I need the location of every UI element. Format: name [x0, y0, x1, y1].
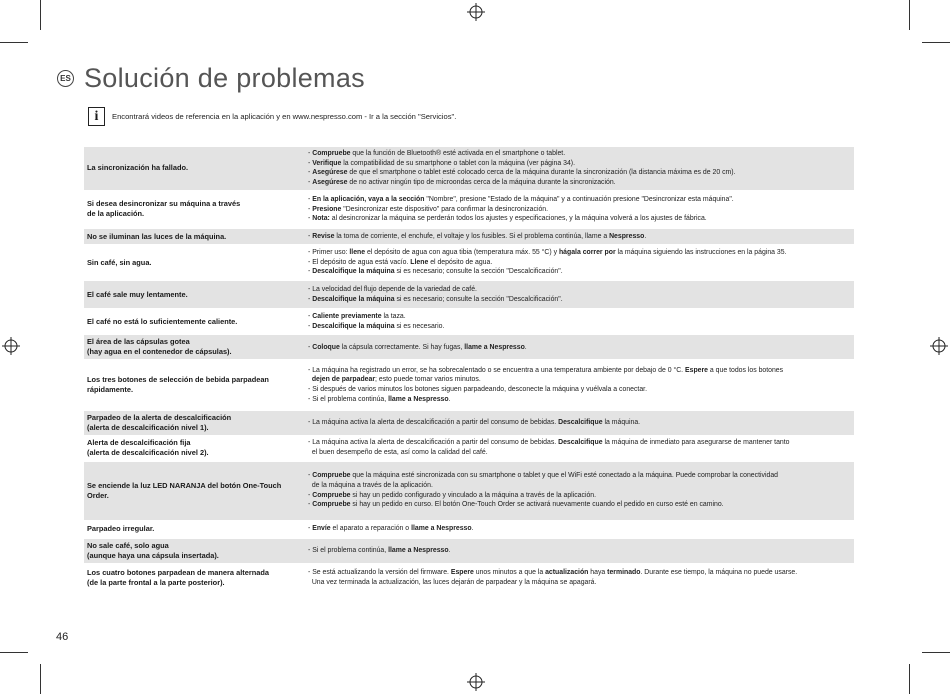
solution-text: si es necesario; consulte la sección "Descalcificación".: [394, 295, 563, 303]
problem-line: Si desea desincronizar su máquina a través: [87, 199, 241, 209]
solution-text: -: [308, 525, 313, 533]
solution-text: de que el smartphone o tablet esté colocado cerca de la máquina durante la sincronización (la distancia máxima es de 20 cm).: [347, 169, 736, 177]
solution-line: [308, 205, 850, 215]
solution-text: -: [308, 295, 313, 303]
solution-emphasis: Envíe: [312, 525, 331, 533]
problem-cell: [84, 310, 304, 334]
solution-text: que la máquina esté sincronizada con su smartphone o tablet y que el WiFi esté conectado a la máquina. Puede comprobar la conectividad: [350, 472, 778, 480]
solution-line: [308, 214, 850, 224]
solution-text: - Si el problema continúa,: [308, 547, 389, 555]
solution-text: - La máquina ha registrado un error, se ha sobrecalentado o se encuentra a una temperatura ambiente por debajo de 0 °C.: [308, 366, 686, 374]
solution-emphasis: terminado: [607, 568, 641, 576]
solution-line: [308, 366, 850, 376]
solution-cell: [304, 539, 854, 563]
solution-line: [308, 500, 850, 510]
solution-text: .: [471, 525, 474, 533]
solution-emphasis: llame a Nespresso: [388, 547, 449, 555]
solution-emphasis: Revise: [312, 232, 335, 240]
table-row: [84, 147, 854, 190]
solution-emphasis: Descalcifique la máquina: [312, 268, 395, 276]
solution-text: a que todos los botones: [708, 366, 784, 374]
solution-line: [308, 322, 850, 332]
solution-text: .: [448, 547, 451, 555]
solution-line: [308, 395, 850, 405]
solution-cell: [304, 246, 854, 280]
solution-line: [308, 448, 850, 458]
table-row: [84, 246, 854, 280]
solution-text: -: [308, 179, 313, 187]
solution-line: [308, 285, 850, 295]
solution-text: que la función de Bluetooth® esté activada en el smartphone o tablet.: [350, 150, 566, 157]
solution-text: -: [308, 169, 313, 177]
problem-cell: [84, 539, 304, 563]
solution-emphasis: Caliente previamente: [312, 313, 382, 321]
solution-text: "Desincronizar este dispositivo" para confirmar la desincronización.: [341, 205, 549, 213]
solution-text: -: [308, 215, 313, 223]
solution-text: .: [448, 395, 451, 403]
table-row: [84, 335, 854, 359]
crop-mark-top-right-h: [922, 42, 950, 43]
solution-text: . Durante ese tiempo, la máquina no puede usarse.: [640, 568, 798, 576]
solution-emphasis: Coloque: [312, 343, 340, 351]
crop-mark-bottom-right-h: [922, 652, 950, 653]
table-row: [84, 436, 854, 460]
troubleshooting-table: [84, 147, 854, 592]
solution-text: -: [308, 232, 313, 240]
solution-cell: [304, 436, 854, 460]
solution-text: unos minutos a que la: [473, 568, 546, 576]
solution-text: la toma de corriente, el enchufe, el voltaje y los fusibles. Si el problema continúa, llame a: [334, 232, 610, 240]
problem-line: Parpadeo irregular.: [87, 524, 155, 534]
solution-text: -: [308, 159, 313, 167]
registration-mark-top-icon: [467, 3, 485, 21]
solution-text: la máquina.: [602, 418, 641, 426]
crop-mark-bottom-right-v: [909, 664, 910, 694]
crop-mark-top-left-h: [0, 42, 28, 43]
solution-text: - La máquina activa la alerta de descalcificación a partir del consumo de bebidas.: [308, 418, 559, 426]
solution-line: [308, 195, 850, 205]
crop-mark-top-left-v: [40, 0, 41, 30]
solution-text: -: [308, 501, 313, 509]
solution-line: [308, 578, 850, 588]
solution-text: - Se está actualizando la versión del firmware.: [308, 568, 451, 576]
solution-line: [308, 178, 850, 188]
problem-line: Los cuatro botones parpadean de manera alternada: [87, 567, 269, 577]
solution-emphasis: Compruebe: [312, 491, 351, 499]
solution-text: haya: [588, 568, 608, 576]
problem-cell: [84, 229, 304, 244]
solution-emphasis: Compruebe: [312, 472, 351, 480]
language-badge-icon: ES: [57, 70, 74, 87]
solution-cell: [304, 361, 854, 409]
table-row: [84, 281, 854, 308]
problem-cell: [84, 521, 304, 537]
problem-cell: [84, 281, 304, 308]
solution-emphasis: Descalcifique la máquina: [312, 295, 395, 303]
solution-emphasis: llame a Nespresso: [411, 525, 472, 533]
solution-emphasis: Verifique: [312, 159, 342, 167]
solution-text: si es necesario.: [394, 322, 445, 330]
solution-line: [308, 343, 850, 353]
solution-emphasis: llene: [349, 249, 366, 257]
problem-line: El café no está lo suficientemente caliente.: [87, 316, 238, 326]
solution-line: [308, 568, 850, 578]
solution-text: -: [308, 205, 313, 213]
problem-cell: [84, 462, 304, 520]
solution-text: la máquina de inmediato para asegurarse de mantener tanto: [602, 439, 790, 447]
page-title: Solución de problemas: [84, 62, 365, 93]
solution-emphasis: Presione: [312, 205, 342, 213]
solution-text: el aparato a reparación o: [330, 525, 412, 533]
crop-mark-top-right-v: [909, 0, 910, 30]
problem-line: (alerta de descalcificación nivel 1).: [87, 422, 209, 432]
registration-mark-bottom-icon: [467, 673, 485, 691]
problem-cell: [84, 191, 304, 227]
solution-text: -: [308, 322, 313, 330]
problem-line: Parpadeo de la alerta de descalcificación: [87, 412, 232, 422]
solution-text: ; esto puede tomar varios minutos.: [375, 376, 481, 384]
solution-text: .: [524, 343, 527, 351]
solution-line: [308, 312, 850, 322]
solution-cell: [304, 462, 854, 520]
solution-line: [308, 385, 850, 395]
problem-cell: [84, 335, 304, 359]
solution-emphasis: Nota:: [312, 215, 330, 223]
solution-text: si hay un pedido configurado y vinculado a la máquina a través de la aplicación.: [350, 491, 597, 499]
solution-text: el buen desempeño de esta, así como la calidad del café.: [308, 449, 488, 457]
problem-line: El café sale muy lentamente.: [87, 289, 188, 299]
problem-line: Order.: [87, 490, 109, 500]
solution-line: [308, 295, 850, 305]
registration-mark-left-icon: [2, 337, 20, 355]
solution-line: [308, 481, 850, 491]
problem-cell: [84, 361, 304, 409]
solution-text: - La máquina activa la alerta de descalcificación a partir del consumo de bebidas.: [308, 439, 559, 447]
solution-text: -: [308, 491, 313, 499]
solution-text: el depósito de agua.: [428, 258, 493, 266]
problem-cell: [84, 411, 304, 435]
solution-text: - Si después de varios minutos los botones siguen parpadeando, desconecte la máquina y vuélvala a conectar.: [308, 385, 648, 393]
problem-cell: [84, 147, 304, 190]
solution-line: [308, 546, 850, 556]
table-row: [84, 191, 854, 227]
solution-emphasis: Asegúrese: [312, 179, 348, 187]
problem-line: Alerta de descalcificación fija: [87, 438, 191, 448]
solution-text: de la máquina a través de la aplicación.: [308, 482, 433, 490]
solution-cell: [304, 310, 854, 334]
problem-line: de la aplicación.: [87, 209, 145, 219]
solution-cell: [304, 147, 854, 190]
solution-line: [308, 258, 850, 268]
table-row: [84, 565, 854, 591]
solution-emphasis: Asegúrese: [312, 169, 348, 177]
problem-line: rápidamente.: [87, 384, 134, 394]
solution-emphasis: Descalcifique: [558, 418, 603, 426]
solution-text: -: [308, 268, 313, 276]
solution-emphasis: Espere: [450, 568, 474, 576]
solution-emphasis: llame a Nespresso: [464, 343, 525, 351]
solution-emphasis: Descalcifique: [558, 439, 603, 447]
problem-line: (alerta de descalcificación nivel 2).: [87, 448, 209, 458]
table-row: [84, 539, 854, 563]
table-row: [84, 361, 854, 409]
solution-text: si es necesario; consulte la sección "Descalcificación".: [394, 268, 563, 276]
solution-text: la compatibilidad de su smartphone o tablet con la máquina (ver página 34).: [341, 159, 575, 167]
solution-text: Una vez terminada la actualización, las luces dejarán de parpadear y la máquina se apagará.: [308, 578, 597, 586]
problem-line: (de la parte frontal a la parte posterior).: [87, 577, 225, 587]
solution-cell: [304, 411, 854, 435]
solution-text: -: [308, 150, 313, 157]
solution-line: [308, 168, 850, 178]
problem-line: No sale café, solo agua: [87, 540, 169, 550]
solution-text: -: [308, 472, 313, 480]
solution-cell: [304, 521, 854, 537]
solution-line: [308, 418, 850, 428]
solution-text: -: [308, 313, 313, 321]
solution-text: si hay un pedido en curso. El botón One-Touch Order se activará nuevamente cuando el pedido en curso esté en camino.: [350, 501, 724, 509]
solution-emphasis: hágala correr por: [558, 249, 616, 257]
problem-line: No se iluminan las luces de la máquina.: [87, 231, 227, 241]
solution-line: [308, 267, 850, 277]
problem-line: Sin café, sin agua.: [87, 257, 152, 267]
solution-line: [308, 232, 850, 242]
registration-mark-right-icon: [930, 337, 948, 355]
solution-emphasis: Descalcifique la máquina: [312, 322, 395, 330]
solution-text: el depósito de agua con agua tibia (temperatura máx. 55 °C) y: [365, 249, 559, 257]
solution-text: - Primer uso:: [308, 249, 350, 257]
solution-text: la cápsula correctamente. Si hay fugas,: [339, 343, 465, 351]
solution-emphasis: Llene: [410, 258, 429, 266]
table-row: [84, 462, 854, 520]
solution-cell: [304, 229, 854, 244]
solution-text: la taza.: [381, 313, 406, 321]
solution-text: de no activar ningún tipo de microondas cerca de la máquina durante la sincronización.: [347, 179, 616, 187]
solution-line: [308, 524, 850, 534]
table-row: [84, 411, 854, 435]
crop-mark-bottom-left-v: [40, 664, 41, 694]
info-note: [88, 107, 456, 126]
solution-line: [308, 149, 850, 159]
page-header: [57, 62, 365, 94]
solution-emphasis: actualización: [545, 568, 589, 576]
solution-line: [308, 438, 850, 448]
solution-emphasis: llame a Nespresso: [388, 395, 449, 403]
problem-cell: [84, 436, 304, 460]
table-row: [84, 229, 854, 244]
solution-cell: [304, 335, 854, 359]
page-number: 46: [56, 631, 69, 643]
problem-cell: [84, 565, 304, 591]
solution-emphasis: Nespresso: [609, 232, 645, 240]
solution-text: -: [308, 195, 313, 203]
problem-line: El área de las cápsulas gotea: [87, 337, 190, 347]
solution-text: .: [644, 232, 647, 240]
solution-line: [308, 248, 850, 258]
solution-text: al desincronizar la máquina se perderán todos los ajustes y especificaciones, y la máquina volverá a los ajustes de fábrica.: [329, 215, 707, 223]
solution-text: -: [308, 343, 313, 351]
problem-line: La sincronización ha fallado.: [87, 163, 189, 173]
solution-emphasis: En la aplicación, vaya a la sección: [312, 195, 425, 203]
solution-cell: [304, 565, 854, 591]
crop-mark-bottom-left-h: [0, 652, 28, 653]
solution-text: "Nombre", presione "Estado de la máquina" y a continuación presione "Desincronizar esta máquina".: [424, 195, 734, 203]
solution-text: la máquina siguiendo las instrucciones en la página 35.: [615, 249, 787, 257]
solution-emphasis: Compruebe: [312, 501, 351, 509]
solution-line: [308, 159, 850, 169]
table-row: [84, 310, 854, 334]
solution-cell: [304, 191, 854, 227]
problem-cell: [84, 246, 304, 280]
info-icon: i: [88, 107, 105, 126]
info-text: Encontrará videos de referencia en la aplicación y en www.nespresso.com - Ir a la sección "Servicios".: [112, 112, 457, 121]
problem-line: (aunque haya una cápsula insertada).: [87, 550, 219, 560]
solution-line: [308, 471, 850, 481]
solution-emphasis: Espere: [685, 366, 708, 374]
problem-line: (hay agua en el contenedor de cápsulas).: [87, 347, 232, 357]
solution-emphasis: Compruebe: [312, 150, 351, 157]
solution-text: - El depósito de agua está vacío.: [308, 258, 411, 266]
problem-line: Los tres botones de selección de bebida parpadean: [87, 374, 269, 384]
solution-cell: [304, 281, 854, 308]
solution-line: [308, 491, 850, 501]
table-row: [84, 521, 854, 537]
solution-line: [308, 375, 850, 385]
solution-text: - La velocidad del flujo depende de la variedad de café.: [308, 285, 477, 293]
problem-line: Se enciende la luz LED NARANJA del botón One-Touch: [87, 480, 282, 490]
solution-text: - Si el problema continúa,: [308, 395, 389, 403]
solution-emphasis: dejen de parpadear: [311, 376, 376, 384]
